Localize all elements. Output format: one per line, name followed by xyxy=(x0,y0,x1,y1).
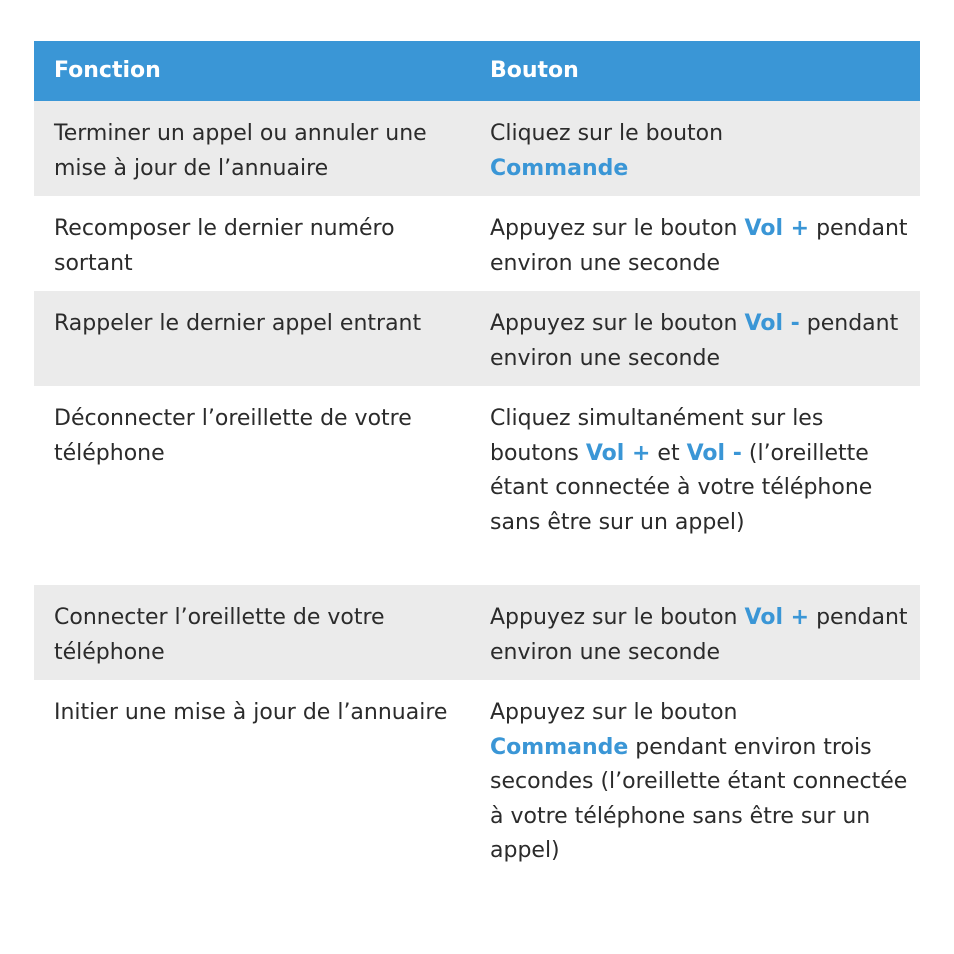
button-name: Vol - xyxy=(744,311,800,336)
bouton-cell xyxy=(470,585,920,680)
fonction-cell: Terminer un appel ou annuler une mise à jour de l’annuaire xyxy=(54,121,427,181)
bouton-text: Cliquez simultanément sur les boutons xyxy=(490,406,824,466)
table-row xyxy=(34,291,920,386)
fonction-cell: Initier une mise à jour de l’annuaire xyxy=(54,700,448,725)
bouton-cell xyxy=(470,101,920,196)
bouton-text: Cliquez sur le bouton xyxy=(490,121,724,146)
table-row xyxy=(34,585,920,680)
button-name: Vol - xyxy=(686,440,742,466)
bouton-text: pendant environ une seconde xyxy=(490,216,908,276)
fonction-cell: Recomposer le dernier numéro sortant xyxy=(54,216,395,276)
button-name: Vol + xyxy=(744,216,810,241)
fonction-cell: Connecter l’oreillette de votre téléphone xyxy=(54,605,385,665)
bouton-cell xyxy=(470,680,920,880)
function-button-table xyxy=(34,41,920,880)
fonction-cell: Rappeler le dernier appel entrant xyxy=(54,311,422,336)
bouton-text: Appuyez sur le bouton xyxy=(490,605,745,630)
button-name: Commande xyxy=(490,734,629,760)
bouton-text: pendant environ une seconde xyxy=(490,605,908,665)
fonction-cell: Déconnecter l’oreillette de votre téléphone xyxy=(54,406,412,466)
button-name: Vol + xyxy=(744,605,810,630)
bouton-text: et xyxy=(650,440,687,466)
table-header xyxy=(34,41,920,101)
button-name: Commande xyxy=(490,155,629,181)
table-row xyxy=(34,101,920,196)
header-bouton: Bouton xyxy=(490,57,579,83)
bouton-cell xyxy=(470,386,920,585)
button-name: Vol + xyxy=(585,440,651,466)
bouton-text: Appuyez sur le bouton xyxy=(490,216,745,241)
bouton-text: (l’oreillette étant connectée à votre téléphone sans être sur un appel) xyxy=(490,440,873,535)
bouton-cell xyxy=(470,196,920,291)
bouton-text: pendant environ une seconde xyxy=(490,311,899,371)
table-row xyxy=(34,196,920,291)
bouton-text: Appuyez sur le bouton xyxy=(490,311,745,336)
bouton-text: Appuyez sur le bouton xyxy=(490,700,738,725)
table-row xyxy=(34,386,920,585)
table-row xyxy=(34,680,920,880)
header-fonction: Fonction xyxy=(54,57,161,83)
bouton-text: pendant environ trois secondes (l’oreillette étant connectée à votre téléphone sans être sur un appel) xyxy=(490,734,908,863)
bouton-cell xyxy=(470,291,920,386)
